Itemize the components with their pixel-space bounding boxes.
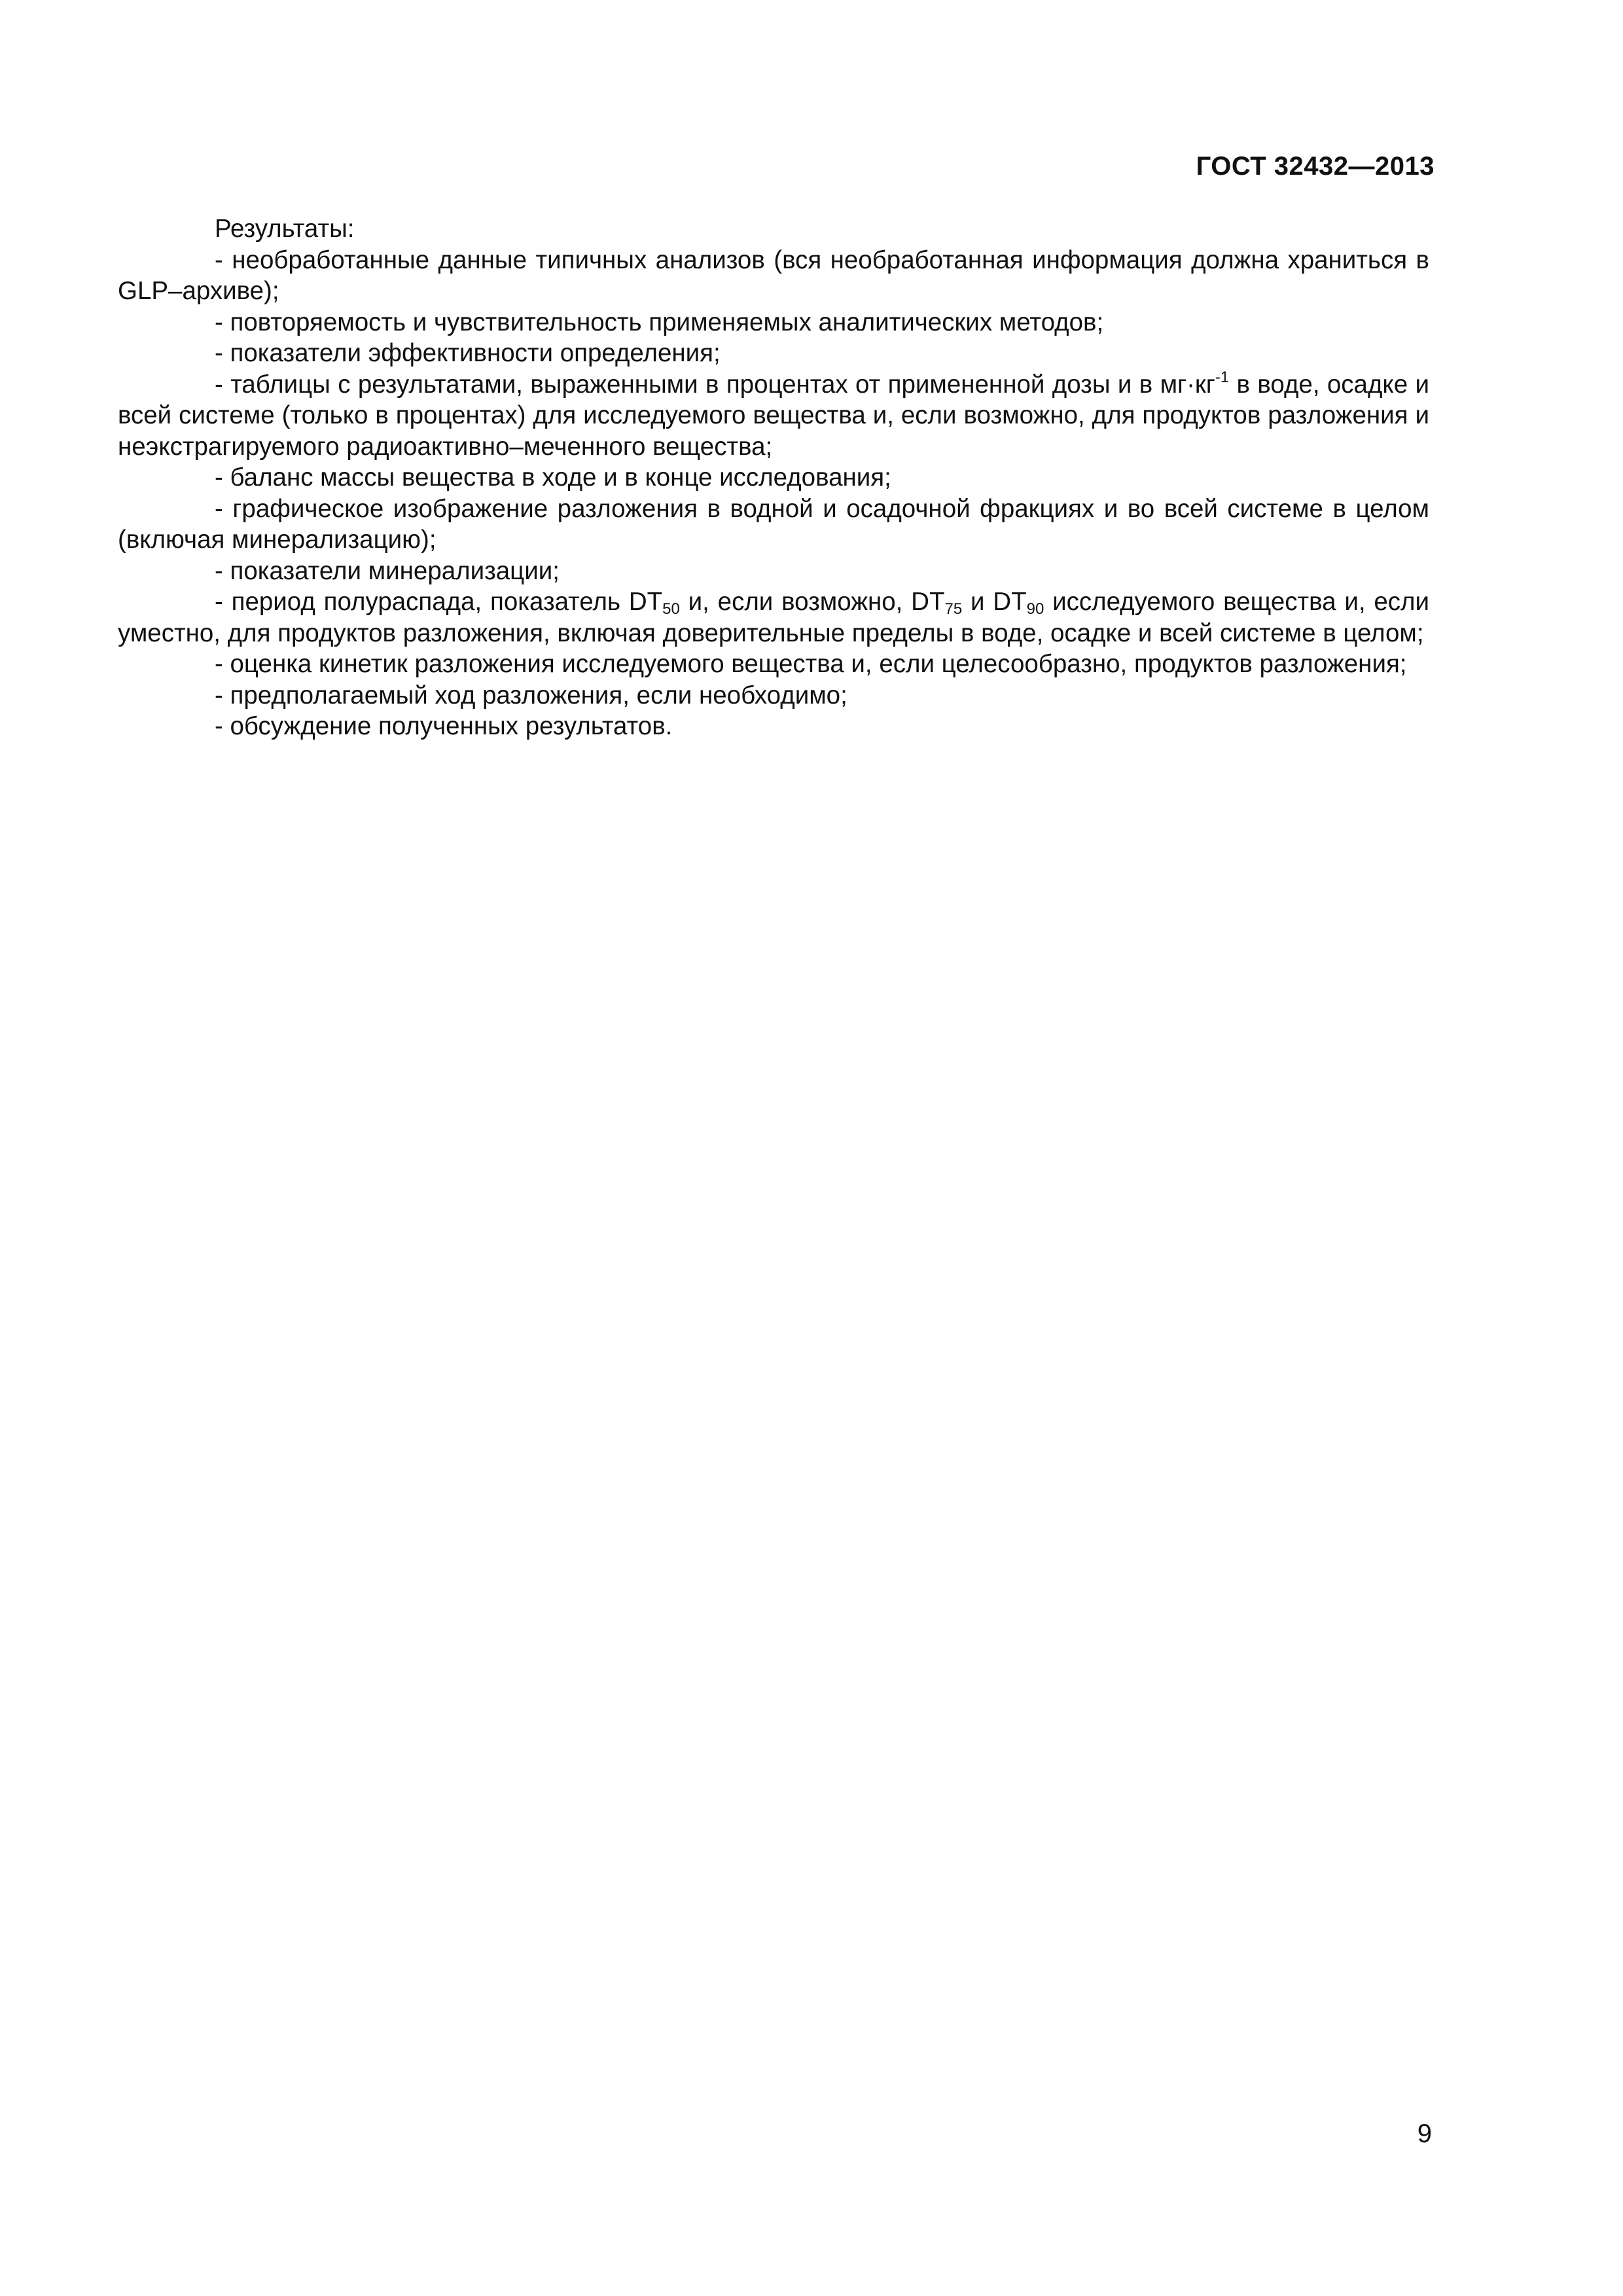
- list-item-text: и DT: [962, 588, 1027, 616]
- subscript: 50: [662, 600, 680, 618]
- list-item: - показатели эффективности определения;: [215, 339, 721, 367]
- list-item: - оценка кинетик разложения исследуемого вещества и, если целесообразно, продуктов разложения;: [215, 650, 1407, 678]
- subscript: 90: [1026, 600, 1044, 618]
- list-item-text: - таблицы с результатами, выраженными в процентах от примененной дозы и в мг·кг: [215, 370, 1215, 399]
- list-item: - показатели минерализации;: [215, 556, 560, 585]
- list-item-text: и, если возможно, DT: [679, 588, 945, 616]
- list-item: - необработанные данные типичных анализов (вся необработанная информация должна храниться в GLP–архиве);: [118, 245, 1429, 305]
- section-title: Результаты:: [215, 215, 355, 243]
- list-item: [118, 586, 1429, 649]
- results-section: [118, 213, 1429, 742]
- list-item: - предполагаемый ход разложения, если необходимо;: [215, 681, 847, 709]
- list-item: - обсуждение полученных результатов.: [215, 712, 673, 740]
- list-item-text: в воде, осадке и всей системе (только в процентах) для исследуемого вещества и, если возможно, для продуктов разложения и неэкстрагируемого радиоактивно–меченного вещества;: [118, 370, 1429, 461]
- list-item: - баланс массы вещества в ходе и в конце исследования;: [215, 463, 891, 492]
- document-standard-id: ГОСТ 32432—2013: [1196, 152, 1435, 181]
- page-number: 9: [1417, 2119, 1432, 2148]
- list-item: [118, 369, 1429, 463]
- list-item: - повторяемость и чувствительность применяемых аналитических методов;: [215, 308, 1104, 336]
- list-item: - графическое изображение разложения в водной и осадочной фракциях и во всей системе в целом (включая минерализацию);: [118, 494, 1429, 554]
- list-item-text: - период полураспада, показатель DT: [215, 588, 663, 616]
- superscript: -1: [1215, 368, 1230, 386]
- subscript: 75: [944, 600, 963, 618]
- list-item-text: исследуемого вещества и, если уместно, для продуктов разложения, включая доверительные пределы в воде, осадке и всей системе в целом;: [118, 588, 1429, 647]
